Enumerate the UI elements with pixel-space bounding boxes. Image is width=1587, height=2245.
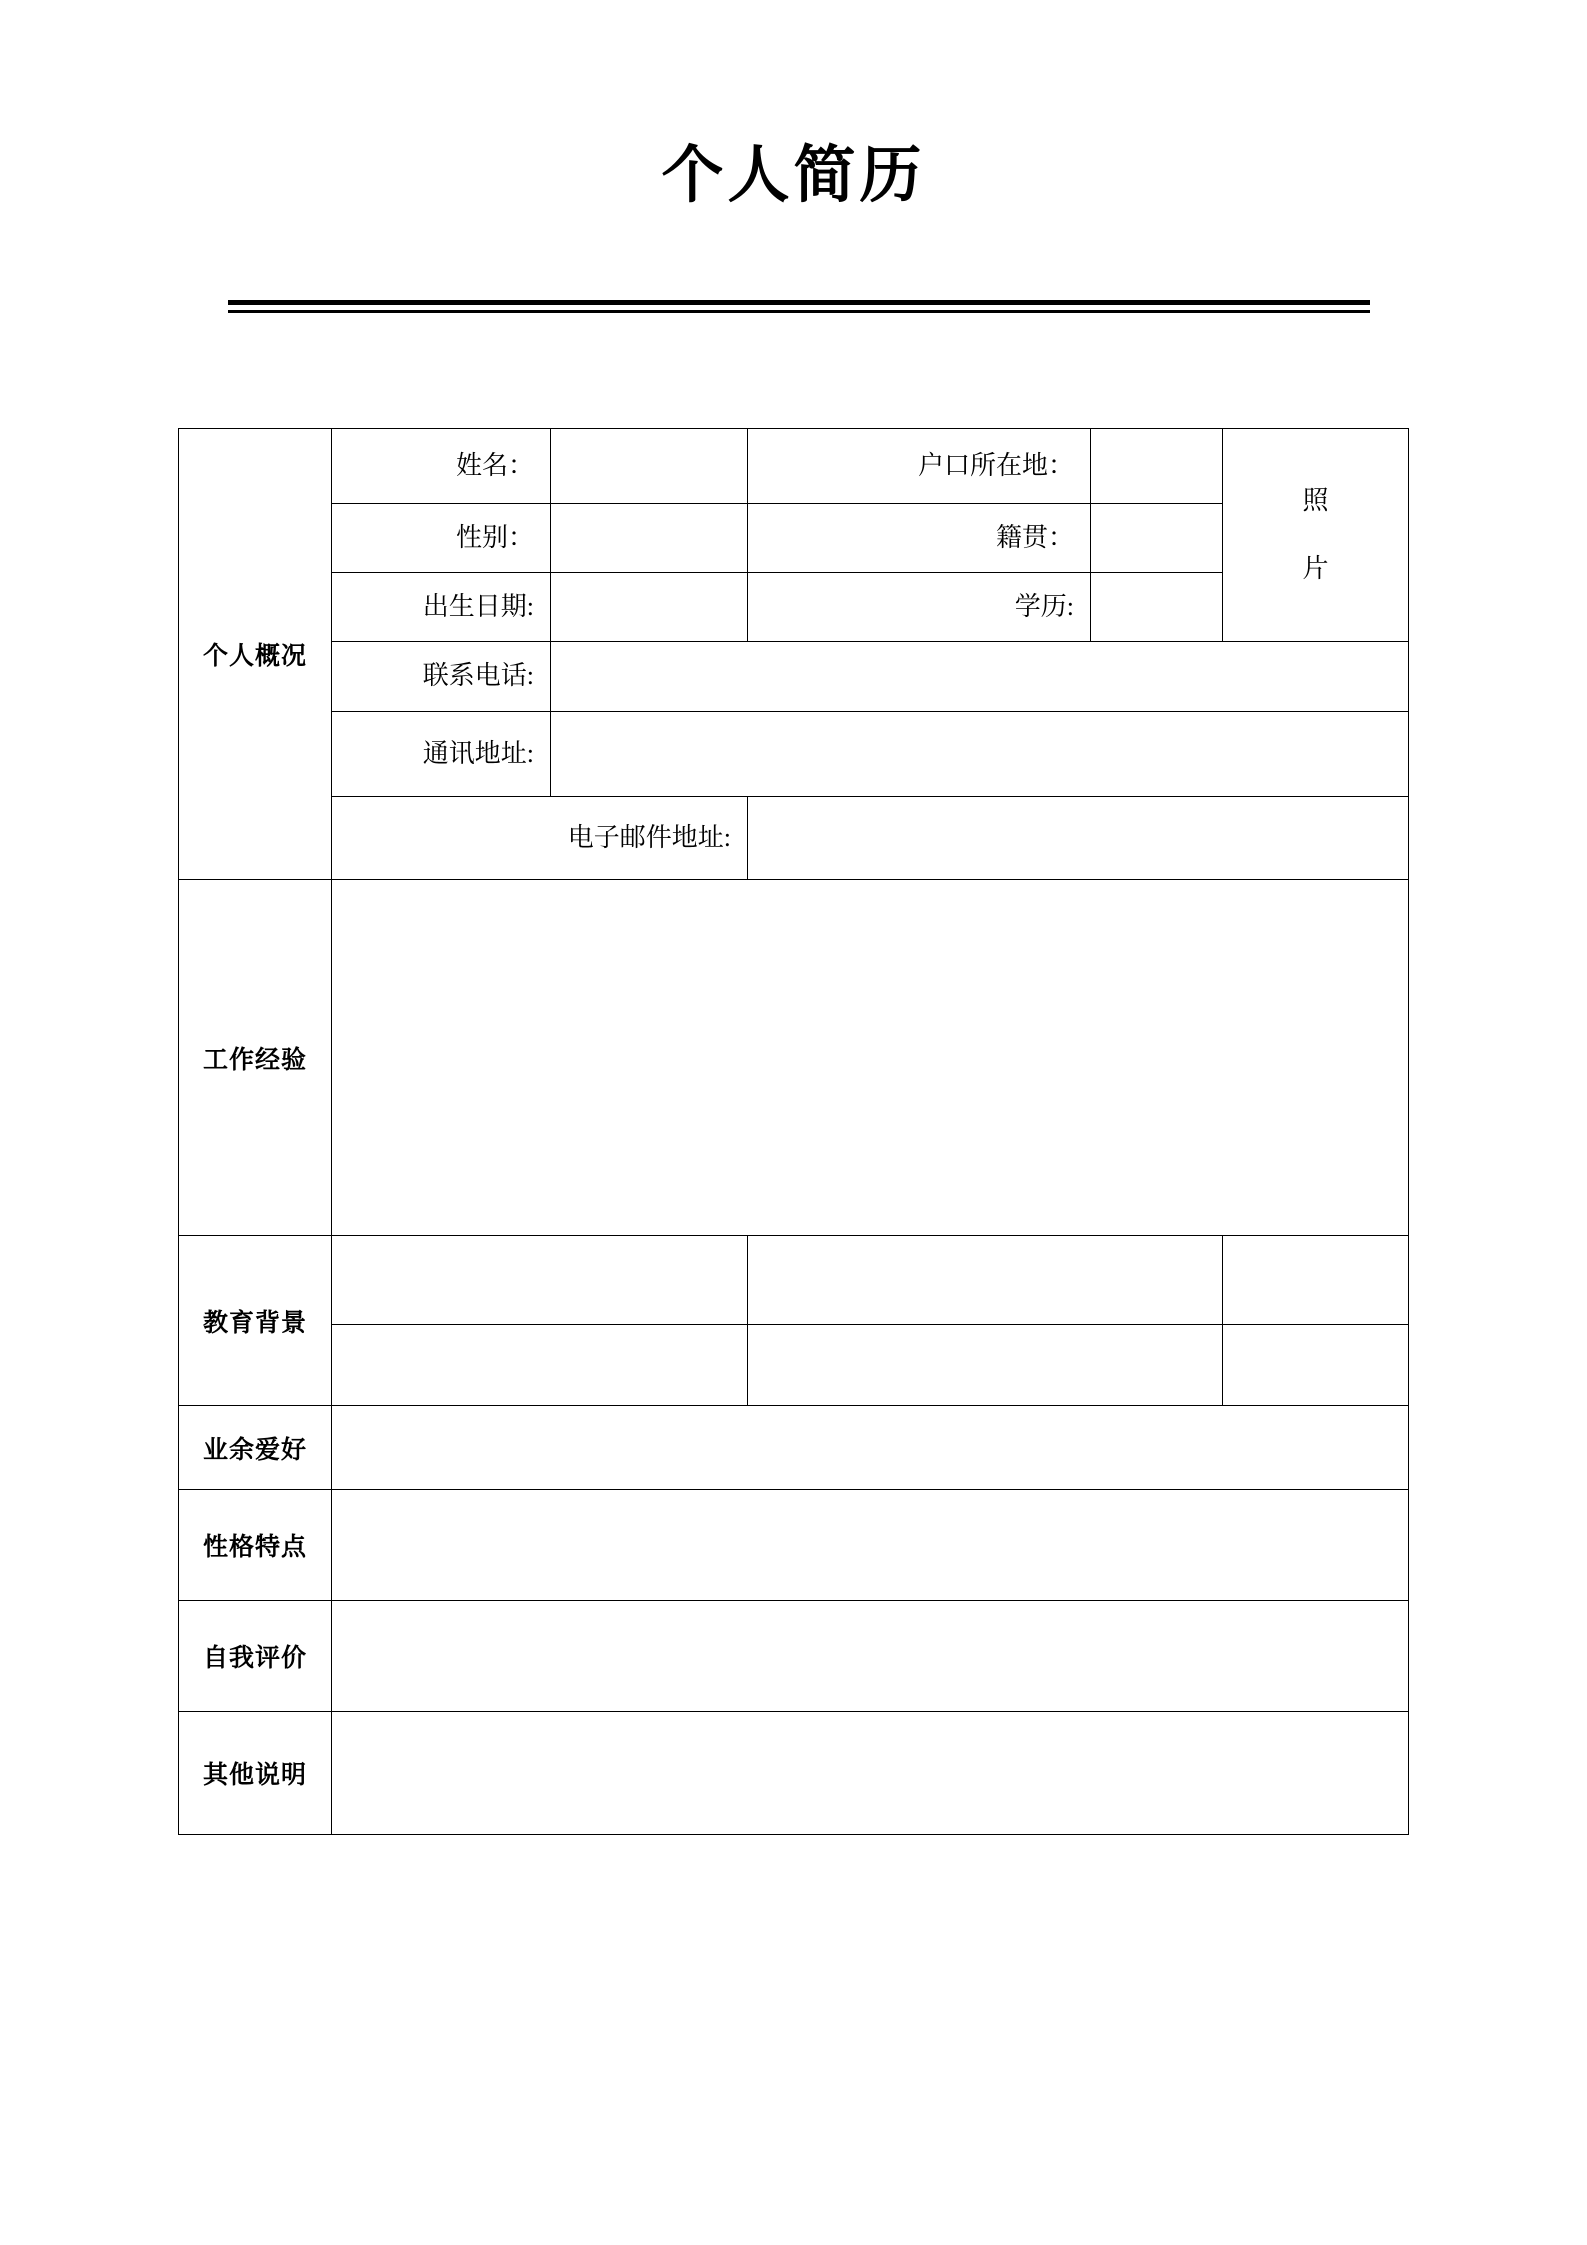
label-household-registration: 户口所在地： bbox=[748, 429, 1091, 504]
label-name: 姓名： bbox=[332, 429, 551, 504]
table-row-personality bbox=[179, 1490, 1409, 1601]
section-label-hobbies: 业余爱好 bbox=[179, 1406, 332, 1490]
table-row-other-notes bbox=[179, 1712, 1409, 1835]
input-education-r2c3[interactable] bbox=[1223, 1325, 1409, 1406]
label-email: 电子邮件地址: bbox=[332, 797, 748, 880]
section-label-personality: 性格特点 bbox=[179, 1490, 332, 1601]
page-title: 个人简历 bbox=[661, 141, 926, 210]
table-row-email bbox=[179, 797, 1409, 880]
input-birth-date[interactable] bbox=[551, 573, 748, 642]
label-gender: 性别： bbox=[332, 504, 551, 573]
table-row-phone bbox=[179, 642, 1409, 712]
input-name[interactable] bbox=[551, 429, 748, 504]
input-gender[interactable] bbox=[551, 504, 748, 573]
table-row-education-1 bbox=[179, 1236, 1409, 1325]
input-native-place[interactable] bbox=[1091, 504, 1223, 573]
label-native-place: 籍贯： bbox=[748, 504, 1091, 573]
input-email[interactable] bbox=[748, 797, 1409, 880]
photo-char-2: 片 bbox=[1302, 554, 1329, 583]
section-label-work-experience: 工作经验 bbox=[179, 880, 332, 1236]
input-mailing-address[interactable] bbox=[551, 712, 1409, 797]
input-household-registration[interactable] bbox=[1091, 429, 1223, 504]
input-work-experience[interactable] bbox=[332, 880, 1409, 1236]
label-birth-date: 出生日期: bbox=[332, 573, 551, 642]
section-label-self-evaluation: 自我评价 bbox=[179, 1601, 332, 1712]
input-self-evaluation[interactable] bbox=[332, 1601, 1409, 1712]
input-education-r2c2[interactable] bbox=[748, 1325, 1223, 1406]
divider-thin-line bbox=[228, 310, 1370, 313]
photo-char-1: 照 bbox=[1302, 486, 1329, 516]
resume-table bbox=[178, 428, 1409, 1835]
table-row-education-2 bbox=[179, 1325, 1409, 1406]
table-row-self-evaluation bbox=[179, 1601, 1409, 1712]
label-education-level: 学历: bbox=[748, 573, 1091, 642]
input-education-r1c3[interactable] bbox=[1223, 1236, 1409, 1325]
input-personality[interactable] bbox=[332, 1490, 1409, 1601]
section-label-personal-overview: 个人概况 bbox=[179, 429, 332, 880]
table-row-hobbies bbox=[179, 1406, 1409, 1490]
input-other-notes[interactable] bbox=[332, 1712, 1409, 1835]
header-divider bbox=[228, 300, 1370, 313]
input-education-level[interactable] bbox=[1091, 573, 1223, 642]
input-education-r1c2[interactable] bbox=[748, 1236, 1223, 1325]
table-row-address bbox=[179, 712, 1409, 797]
input-hobbies[interactable] bbox=[332, 1406, 1409, 1490]
input-education-r1c1[interactable] bbox=[332, 1236, 748, 1325]
photo-placeholder[interactable] bbox=[1223, 429, 1409, 642]
input-education-r2c1[interactable] bbox=[332, 1325, 748, 1406]
section-label-other-notes: 其他说明 bbox=[179, 1712, 332, 1835]
table-row-work-experience bbox=[179, 880, 1409, 1236]
label-phone: 联系电话: bbox=[332, 642, 551, 712]
section-label-education-background: 教育背景 bbox=[179, 1236, 332, 1406]
table-row-name bbox=[179, 429, 1409, 504]
label-mailing-address: 通讯地址: bbox=[332, 712, 551, 797]
input-phone[interactable] bbox=[551, 642, 1409, 712]
